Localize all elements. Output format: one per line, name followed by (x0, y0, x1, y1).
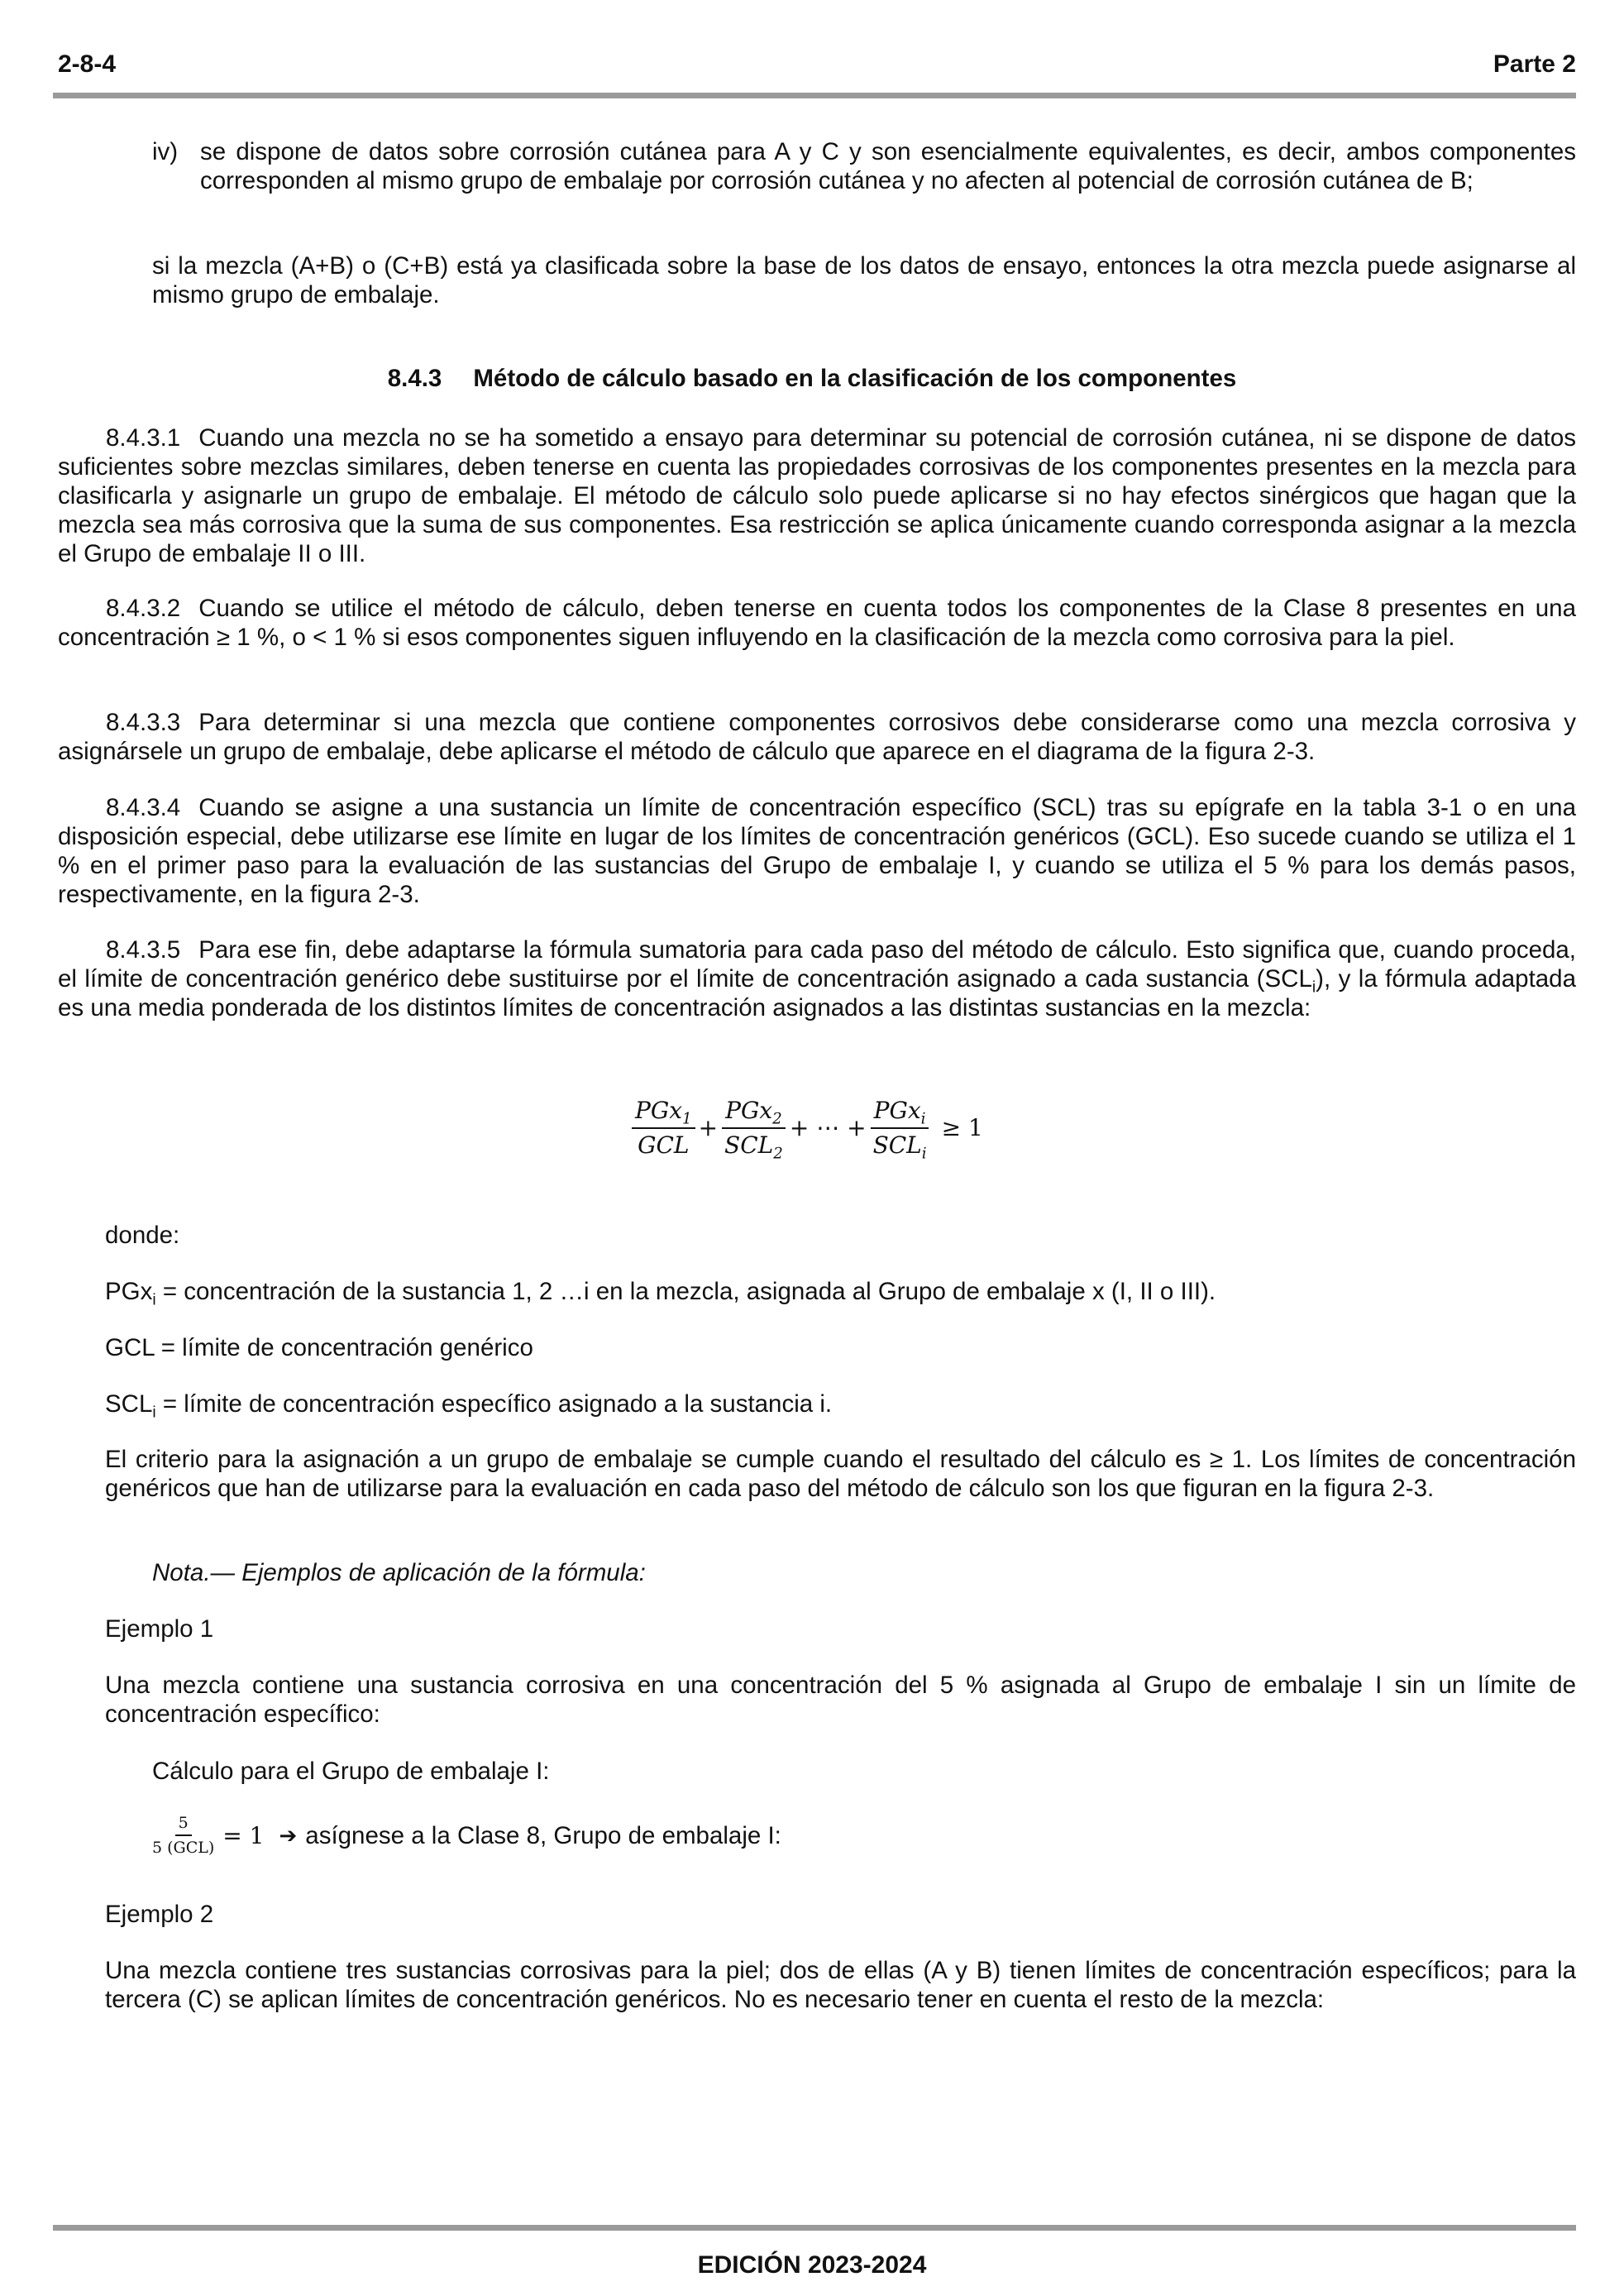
paragraph-text: Cuando una mezcla no se ha sometido a ensayo para determinar su potencial de corrosión cutánea, ni se dispone de datos suficientes sobre mezclas similares, deben tenerse en cuenta las propiedades corrosivas de los componentes presentes en la mezcla para clasificarla y asignarle un grupo de embalaje. El método de cálculo solo puede aplicarse si no hay efectos sinérgicos que hagan que la mezcla sea más corrosiva que la suma de sus componentes. Esa restricción se aplica únicamente cuando corresponda asignar a la mezcla el Grupo de embalaje II o III. (58, 424, 1576, 567)
denominator: GCL (638, 1131, 690, 1159)
summation-formula (632, 1096, 983, 1163)
section-title: Método de cálculo basado en la clasificación de los componentes (473, 365, 1237, 392)
subscript: 2 (773, 1145, 783, 1163)
definition-text: = límite de concentración específico asignado a la sustancia i. (155, 1390, 833, 1418)
symbol: PGx (105, 1278, 153, 1305)
example-fraction (149, 1813, 217, 1858)
section-number: 8.4.3 (387, 365, 442, 392)
section-heading (0, 364, 1624, 393)
numerator: PGx (635, 1097, 682, 1124)
paragraph-text: Cuando se asigne a una sustancia un límite de concentración específico (SCL) tras su epígrafe en la tabla 3-1 o en una disposición especial, debe utilizarse ese límite en lugar de los límites de concentración genéricos (GCL). Eso sucede cuando se utiliza el 1 % en el primer paso para la evaluación de las sustancias del Grupo de embalaje I, y cuando se utiliza el 5 % para los demás pasos, respectivamente, en la figura 2-3. (58, 794, 1576, 908)
paragraph-8-4-3-1 (58, 423, 1576, 568)
paragraph-number: 8.4.3.4 (106, 794, 181, 821)
symbol: SCL (105, 1390, 153, 1418)
equals-one: = 1 (222, 1821, 265, 1849)
subscript: 2 (772, 1110, 782, 1128)
subscript: i (1311, 978, 1316, 997)
definition-gcl: GCL = límite de concentración genérico (105, 1334, 533, 1361)
paragraph-number: 8.4.3.1 (106, 424, 181, 452)
arrow-icon: ➔ (279, 1822, 298, 1848)
fraction-term-2 (721, 1096, 786, 1163)
paragraph-number: 8.4.3.2 (106, 595, 181, 622)
fraction-term-i (870, 1096, 930, 1163)
paragraph-number: 8.4.3.5 (106, 936, 181, 964)
calc-label: Cálculo para el Grupo de embalaje I: (152, 1758, 550, 1785)
subscript: i (920, 1110, 926, 1128)
header-rule (53, 93, 1576, 98)
example-2-text: Una mezcla contiene tres sustancias corrosivas para la piel; dos de ellas (A y B) tienen límites de concentración específicos; para la tercera (C) se aplican límites de concentración genéricos. No es necesario tener en cuenta el resto de la mezcla: (105, 1957, 1576, 2013)
paragraph-8-4-3-3 (58, 708, 1576, 766)
paragraph-8-4-3-5 (58, 935, 1576, 1022)
definition-scl (105, 1390, 833, 1422)
example-1-text: Una mezcla contiene una sustancia corrosiva en una concentración del 5 % asignada al Grupo de embalaje I sin un límite de concentración específico: (105, 1672, 1576, 1728)
paragraph-text: Cuando se utilice el método de cálculo, deben tenerse en cuenta todos los componentes de la Clase 8 presentes en una concentración ≥ 1 %, o < 1 % si esos componentes siguen influyendo en la clasificación de la mezcla como corrosiva para la piel. (58, 595, 1576, 651)
denominator: SCL (872, 1131, 922, 1159)
page-number: 2-8-4 (58, 50, 117, 78)
paragraph-text-continued: ), y la fórmula adaptada es una media ponderada de los distintos límites de concentración asignados a las distintas sustancias en la mezcla: (58, 965, 1576, 1021)
note: Nota.— Ejemplos de aplicación de la fórmula: (152, 1559, 646, 1586)
paragraph-8-4-3-4 (58, 793, 1576, 909)
definition-pgx (105, 1277, 1216, 1309)
numerator: 5 (175, 1813, 192, 1836)
definition-text: = concentración de la sustancia 1, 2 …i en la mezcla, asignada al Grupo de embalaje x (I, II o III). (155, 1278, 1216, 1305)
criterion-paragraph: El criterio para la asignación a un grupo de embalaje se cumple cuando el resultado del cálculo es ≥ 1. Los límites de concentración genéricos que han de utilizarse para la evaluación en cada paso del método de cálculo son los que figuran en la figura 2-3. (105, 1446, 1576, 1502)
numerator: PGx (873, 1097, 921, 1124)
result-text: asígnese a la Clase 8, Grupo de embalaje I: (305, 1821, 781, 1849)
conclusion-paragraph: si la mezcla (A+B) o (C+B) está ya clasificada sobre la base de los datos de ensayo, entonces la otra mezcla puede asignarse al mismo grupo de embalaje. (152, 252, 1576, 309)
list-item-iv-text: se dispone de datos sobre corrosión cutánea para A y C y son esencialmente equivalentes, es decir, ambos componentes corresponden al mismo grupo de embalaje por corrosión cutánea y no afecten al potencial de corrosión cutánea de B; (200, 138, 1576, 194)
subscript: i (152, 1291, 156, 1309)
paragraph-number: 8.4.3.3 (106, 709, 181, 736)
edition-footer: EDICIÓN 2023-2024 (697, 2251, 927, 2279)
subscript: i (921, 1145, 927, 1163)
footer-rule (53, 2225, 1576, 2231)
part-label: Parte 2 (1493, 50, 1576, 78)
ellipsis-sum: + ⋯ + (789, 1114, 867, 1141)
example-1-title: Ejemplo 1 (105, 1615, 214, 1643)
numerator: PGx (725, 1097, 773, 1124)
subscript: 1 (682, 1110, 692, 1128)
donde-label: donde: (105, 1222, 180, 1249)
subscript: i (152, 1404, 156, 1422)
fraction-term-1 (632, 1096, 695, 1160)
example-1-calculation (149, 1813, 781, 1858)
plus-sign: + (698, 1114, 719, 1141)
example-2-title: Ejemplo 2 (105, 1901, 214, 1928)
denominator: 5 (GCL) (152, 1839, 215, 1857)
paragraph-8-4-3-2 (58, 594, 1576, 652)
denominator: SCL (724, 1131, 774, 1159)
inequality-rhs: ≥ 1 (941, 1114, 983, 1141)
paragraph-text: Para determinar si una mezcla que contiene componentes corrosivos debe considerarse como una mezcla corrosiva y asignársele un grupo de embalaje, debe aplicarse el método de cálculo que aparece en el diagrama de la figura 2-3. (58, 709, 1576, 765)
paragraph-text: Para ese fin, debe adaptarse la fórmula sumatoria para cada paso del método de cálculo. Esto significa que, cuando proceda, el límite de concentración genérico debe sustituirse por el límite de concentración asignado a cada sustancia (SCL (58, 936, 1576, 993)
list-marker: iv) (152, 138, 179, 165)
